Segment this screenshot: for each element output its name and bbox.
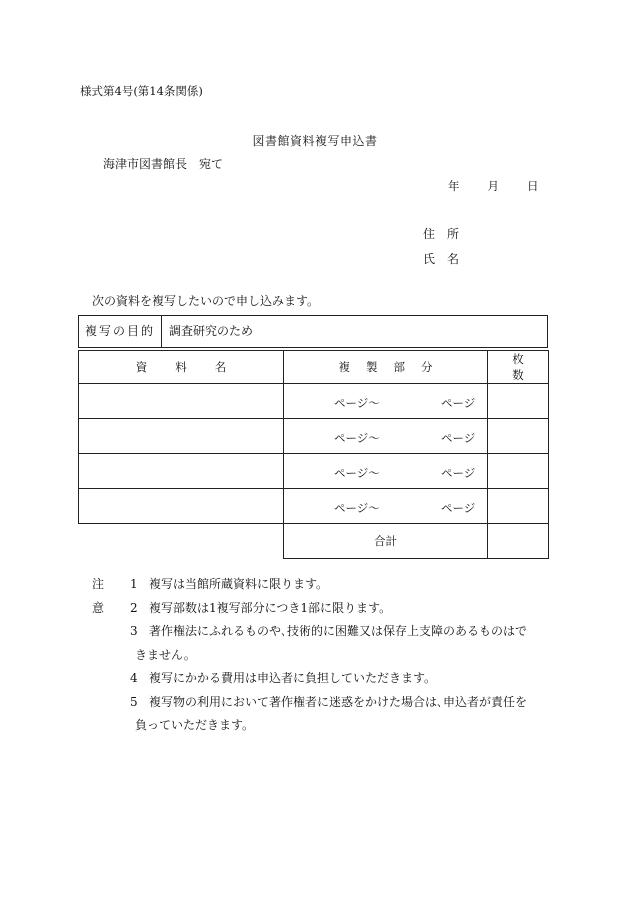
date-line (448, 178, 539, 194)
header-material-char: 料 (175, 360, 187, 374)
material-cell[interactable] (79, 419, 284, 454)
note-number: 5 (130, 694, 138, 709)
table-row (79, 384, 549, 419)
count-cell[interactable] (488, 419, 549, 454)
table-row (79, 419, 549, 454)
total-label: 合計 (284, 524, 488, 559)
count-cell[interactable] (488, 489, 549, 524)
range-end-label: ページ (441, 396, 476, 410)
count-cell[interactable] (488, 384, 549, 419)
purpose-box (78, 315, 548, 348)
note-number: 2 (130, 600, 138, 615)
purpose-label: 複写の目的 (79, 316, 162, 347)
document-title: 図書館資料複写申込書 (252, 134, 378, 148)
header-count-char: 枚 (512, 352, 524, 366)
note-text: 複写は当館所蔵資料に限ります。 (149, 577, 329, 591)
material-cell[interactable] (79, 454, 284, 489)
range-cell[interactable] (284, 454, 488, 489)
note-text: 複写物の利用において著作権者に迷惑をかけた場合は､申込者が責任を (149, 694, 528, 709)
address-label-char-1: 住 (423, 227, 436, 241)
total-row-spacer (79, 524, 284, 559)
note-text: 複写部数は1複写部分につき1部に限ります。 (149, 600, 392, 615)
name-label-char-1: 氏 (423, 252, 436, 266)
note-continuation-text: きません。 (135, 647, 196, 662)
total-row (79, 524, 549, 559)
header-section-char: 分 (421, 360, 433, 374)
range-start-label: ページ～ (334, 396, 380, 410)
note-text: 著作権法にふれるものや､技術的に困難又は保存上支障のあるものはで (149, 624, 528, 638)
date-year-label: 年 (448, 179, 460, 193)
note-text: 複写にかかる費用は申込者に負担していただきます。 (149, 671, 437, 685)
date-month-label: 月 (487, 179, 499, 193)
header-material (79, 351, 284, 384)
range-start-label: ページ～ (334, 501, 380, 515)
address-label (423, 225, 459, 242)
address-label-char-2: 所 (447, 227, 460, 241)
header-count-char: 数 (512, 368, 524, 382)
range-start-label: ページ～ (334, 431, 380, 445)
header-count (488, 351, 549, 384)
name-label (423, 250, 459, 267)
material-cell[interactable] (79, 489, 284, 524)
range-cell[interactable] (284, 489, 488, 524)
note-number: 4 (130, 671, 138, 685)
range-start-label: ページ～ (334, 466, 380, 480)
total-count-cell[interactable] (488, 524, 549, 559)
header-section-char: 部 (393, 360, 405, 374)
material-cell[interactable] (79, 384, 284, 419)
header-section-char: 製 (366, 360, 378, 374)
addressee: 海津市図書館長 宛て (103, 157, 224, 171)
range-cell[interactable] (284, 384, 488, 419)
intro-text: 次の資料を複写したいので申し込みます。 (92, 294, 320, 308)
header-material-char: 名 (214, 360, 227, 374)
header-material-char: 資 (135, 360, 148, 374)
note-continuation-text: 負っていただきます。 (135, 718, 255, 732)
purpose-value[interactable]: 調査研究のため (169, 324, 254, 338)
header-section (284, 351, 488, 384)
range-end-label: ページ (441, 466, 476, 480)
form-number: 様式第4号(第14条関係) (80, 84, 203, 98)
range-cell[interactable] (284, 419, 488, 454)
table-header-row (79, 351, 549, 384)
name-label-char-2: 名 (447, 252, 460, 266)
table-row (79, 454, 549, 489)
table-row (79, 489, 549, 524)
note-number: 3 (130, 624, 138, 638)
count-cell[interactable] (488, 454, 549, 489)
date-day-label: 日 (527, 179, 539, 193)
note-number: 1 (130, 577, 138, 591)
copy-request-table (78, 350, 549, 559)
range-end-label: ページ (441, 501, 476, 515)
header-section-char: 複 (338, 360, 350, 374)
range-end-label: ページ (441, 431, 476, 445)
notes-heading: 注意 (92, 577, 105, 615)
